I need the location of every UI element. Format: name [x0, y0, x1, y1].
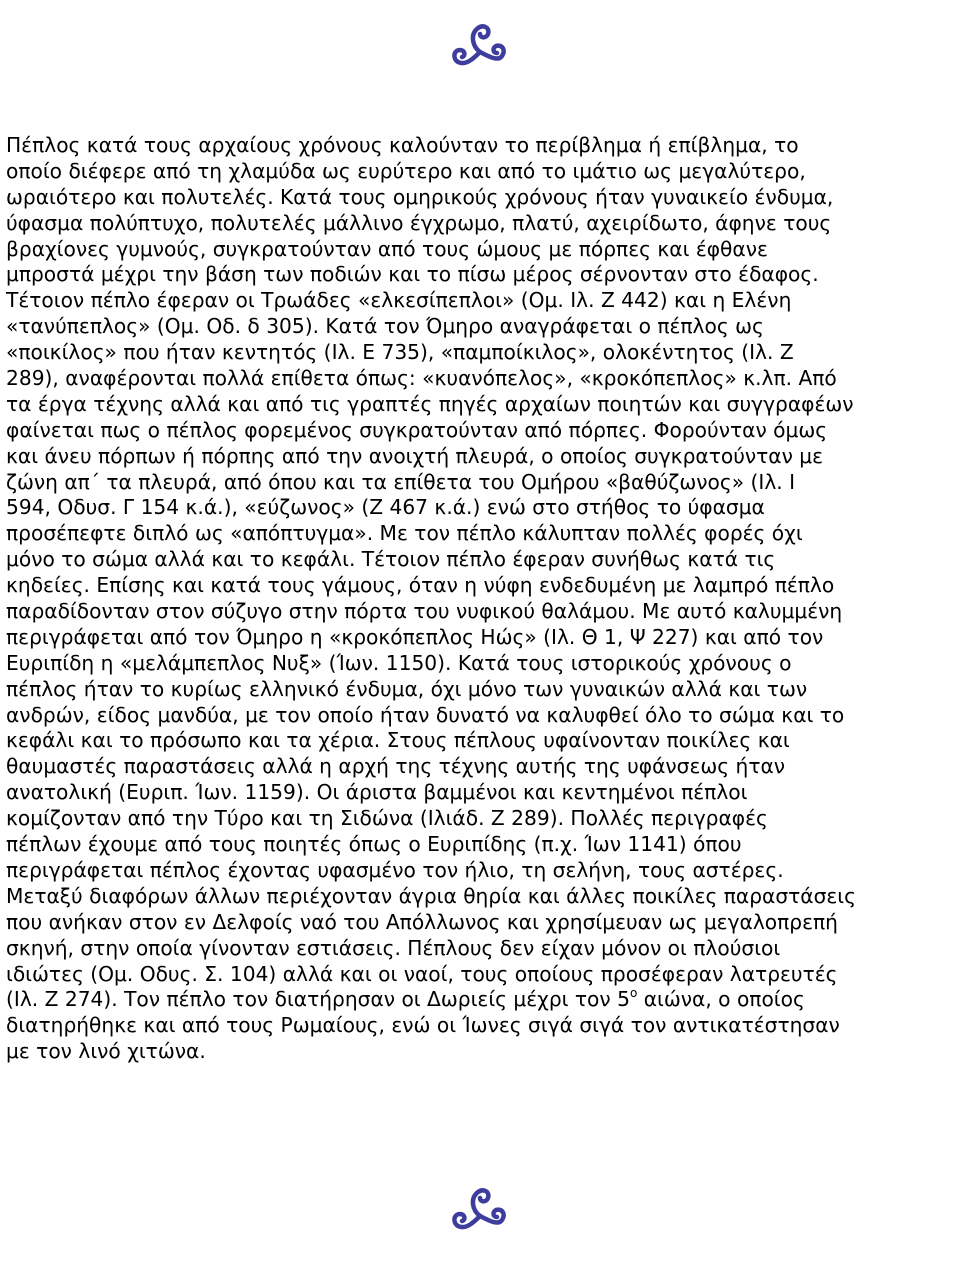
text-line: κεφάλι και το πρόσωπο και τα χέρια. Στους πέπλους υφαίνονταν ποικίλες και: [6, 728, 790, 753]
text-line: θαυμαστές παραστάσεις αλλά η αρχή της τέχνης αυτής της υφάνσεως ήταν: [6, 754, 786, 779]
text-segment: αιώνα, ο οποίος: [637, 987, 805, 1012]
text-line: ανδρών, είδος μανδύα, με τον οποίο ήταν δυνατό να καλυφθεί όλο το σώμα και το: [6, 702, 845, 727]
text-line: «τανύπεπλος» (Ομ. Οδ. δ 305). Κατά τον Όμηρο αναγράφεται ο πέπλος ως: [6, 314, 764, 339]
text-line: παραδίδονταν στον σύζυγο στην πόρτα του νυφικού θαλάμου. Με αυτό καλυμμένη: [6, 599, 843, 624]
text-line: πέπλων έχουμε από τους ποιητές όπως ο Ευριπίδης (π.χ. Ίων 1141) όπου: [6, 832, 742, 857]
top-ornament: [448, 16, 512, 80]
text-line: σκηνή, στην οποία γίνονταν εστιάσεις. Πέπλους δεν είχαν μόνον οι πλούσιοι: [6, 935, 781, 960]
text-line: Ευριπίδη η «μελάμπεπλος Νυξ» (Ίων. 1150). Κατά τους ιστορικούς χρόνους ο: [6, 650, 792, 675]
text-line: διατηρήθηκε και από τους Ρωμαίους, ενώ οι Ίωνες σιγά σιγά τον αντικατέστησαν: [6, 1013, 840, 1038]
text-line-with-superscript: [6, 987, 956, 1013]
text-line: ανατολική (Ευριπ. Ίων. 1159). Οι άριστα βαμμένοι και κεντημένοι πέπλοι: [6, 780, 748, 805]
text-line: Τέτοιον πέπλο έφεραν οι Τρωάδες «ελκεσίπεπλοι» (Ομ. Ιλ. Ζ 442) και η Ελένη: [6, 288, 792, 313]
text-line: Πέπλος κατά τους αρχαίους χρόνους καλούνταν το περίβλημα ή επίβλημα, το: [6, 133, 799, 157]
text-line: πέπλος ήταν το κυρίως ελληνικό ένδυμα, όχι μόνο των γυναικών αλλά και των: [6, 676, 808, 701]
text-line: οποίο διέφερε από τη χλαμύδα ως ευρύτερο και από το ιμάτιο ως μεγαλύτερο,: [6, 158, 806, 183]
text-line: ύφασμα πολύπτυχο, πολυτελές μάλλινο έγχρωμο, πλατύ, αχειρίδωτο, άφηνε τους: [6, 210, 832, 235]
text-line: περιγράφεται από τον Όμηρο η «κροκόπεπλος Ηώς» (Ιλ. Θ 1, Ψ 227) και από τον: [6, 624, 824, 649]
text-line: προσέπεφτε διπλό ως «απόπτυγμα». Με τον πέπλο κάλυπταν πολλές φορές όχι: [6, 521, 803, 546]
text-segment: (Ιλ. Ζ 274). Τον πέπλο τον διατήρησαν οι Δωριείς μέχρι τον 5: [6, 987, 630, 1012]
text-line: μόνο το σώμα αλλά και το κεφάλι. Τέτοιον πέπλο έφεραν συνήθως κατά τις: [6, 547, 776, 572]
text-line: 289), αναφέρονται πολλά επίθετα όπως: «κυανόπελος», «κροκόπεπλος» κ.λπ. Από: [6, 366, 837, 391]
text-line: «ποικίλος» που ήταν κεντητός (Ιλ. Ε 735), «παμποίκιλος», ολοκέντητος (Ιλ. Ζ: [6, 340, 794, 365]
text-line: τα έργα τέχνης αλλά και από τις γραπτές πηγές αρχαίων ποιητών και συγγραφέων: [6, 391, 854, 416]
text-line: μπροστά μέχρι την βάση των ποδιών και το πίσω μέρος σέρνονταν στο έδαφος.: [6, 262, 819, 287]
text-line: με τον λινό χιτώνα.: [6, 1039, 206, 1064]
text-line: 594, Οδυσ. Γ 154 κ.ά.), «εύζωνος» (Ζ 467 κ.ά.) ενώ στο στήθος το ύφασμα: [6, 495, 765, 520]
text-line: ζώνη απ΄ τα πλευρά, από όπου και τα επίθετα του Ομήρου «βαθύζωνος» (Ιλ. Ι: [6, 469, 796, 494]
text-line: βραχίονες γυμνούς, συγκρατούνταν από τους ώμους με πόρπες και έφθανε: [6, 236, 768, 261]
article-body: [6, 133, 956, 1065]
triskelion-icon: [448, 16, 512, 80]
text-line: περιγράφεται πέπλος έχοντας υφασμένο τον ήλιο, τη σελήνη, τους αστέρες.: [6, 857, 784, 882]
text-line: φαίνεται πως ο πέπλος φορεμένος συγκρατούνταν από πόρπες. Φορούνταν όμως: [6, 417, 828, 442]
text-line: Μεταξύ διαφόρων άλλων περιέχονταν άγρια θηρία και άλλες ποικίλες παραστάσεις: [6, 883, 856, 908]
bottom-ornament: [448, 1180, 512, 1244]
text-line: ωραιότερο και πολυτελές. Κατά τους ομηρικούς χρόνους ήταν γυναικείο ένδυμα,: [6, 184, 834, 209]
text-line: κηδείες. Επίσης και κατά τους γάμους, όταν η νύφη ενδεδυμένη με λαμπρό πέπλο: [6, 573, 835, 598]
triskelion-icon: [448, 1180, 512, 1244]
text-line: που ανήκαν στον εν Δελφοίς ναό του Απόλλωνος και χρησίμευαν ως μεγαλοπρεπή: [6, 909, 838, 934]
text-line: και άνευ πόρπων ή πόρπης από την ανοιχτή πλευρά, ο οποίος συγκρατούνταν με: [6, 443, 824, 468]
superscript-ordinal: ο: [629, 985, 638, 1000]
text-line: ιδιώτες (Ομ. Οδυς. Σ. 104) αλλά και οι ναοί, τους οποίους προσέφεραν λατρευτές: [6, 961, 838, 986]
text-line: κομίζονταν από την Τύρο και τη Σιδώνα (Ιλιάδ. Ζ 289). Πολλές περιγραφές: [6, 806, 768, 831]
